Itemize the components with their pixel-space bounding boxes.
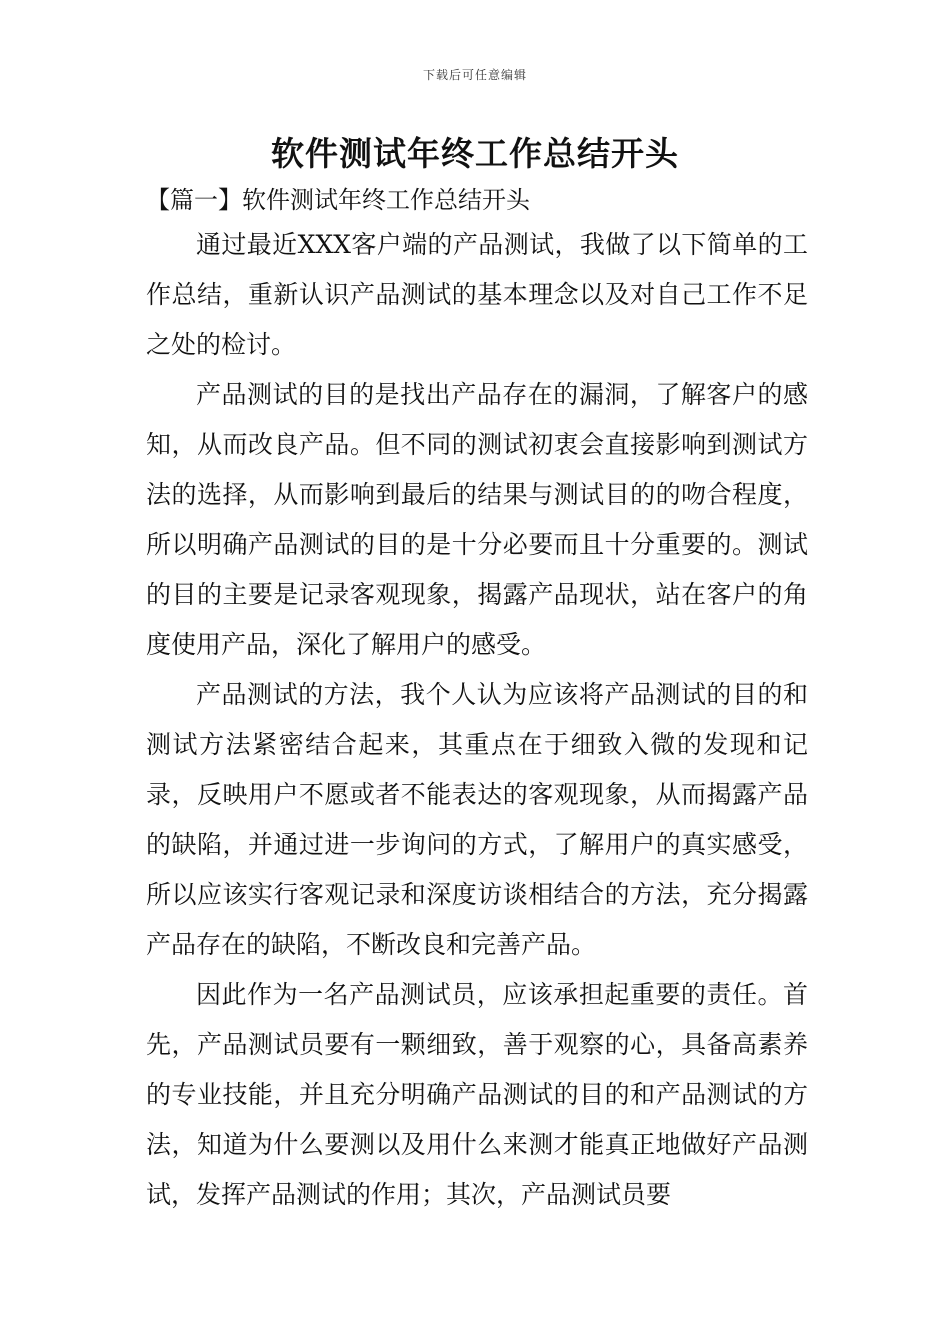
paragraph-1: 通过最近XXX客户端的产品测试，我做了以下简单的工作总结，重新认识产品测试的基本理念以及对自己工作不足之处的检讨。 (146, 230, 808, 359)
paragraph-4: 因此作为一名产品测试员，应该承担起重要的责任。首先，产品测试员要有一颗细致，善于观察的心，具备高素养的专业技能，并且充分明确产品测试的目的和产品测试的方法，知道为什么要测以及用什么来测才能真正地做好产品测试，发挥产品测试的作用；其次，产品测试员要 (146, 980, 808, 1209)
paragraph-2: 产品测试的目的是找出产品存在的漏洞，了解客户的感知，从而改良产品。但不同的测试初衷会直接影响到测试方法的选择，从而影响到最后的结果与测试目的的吻合程度，所以明确产品测试的目的是十分必要而且十分重要的。测试的目的主要是记录客观现象，揭露产品现状，站在客户的角度使用产品，深化了解用户的感受。 (146, 380, 808, 659)
section-heading: 【篇一】软件测试年终工作总结开头 (146, 186, 530, 214)
document-body (146, 180, 808, 1220)
header-note: 下载后可任意编辑 (422, 68, 527, 82)
document-title: 软件测试年终工作总结开头 (271, 134, 679, 173)
paragraph-3: 产品测试的方法，我个人认为应该将产品测试的目的和测试方法紧密结合起来，其重点在于细致入微的发现和记录，反映用户不愿或者不能表达的客观现象，从而揭露产品的缺陷，并通过进一步询问的方式，了解用户的真实感受，所以应该实行客观记录和深度访谈相结合的方法，充分揭露产品存在的缺陷，不断改良和完善产品。 (146, 680, 808, 959)
